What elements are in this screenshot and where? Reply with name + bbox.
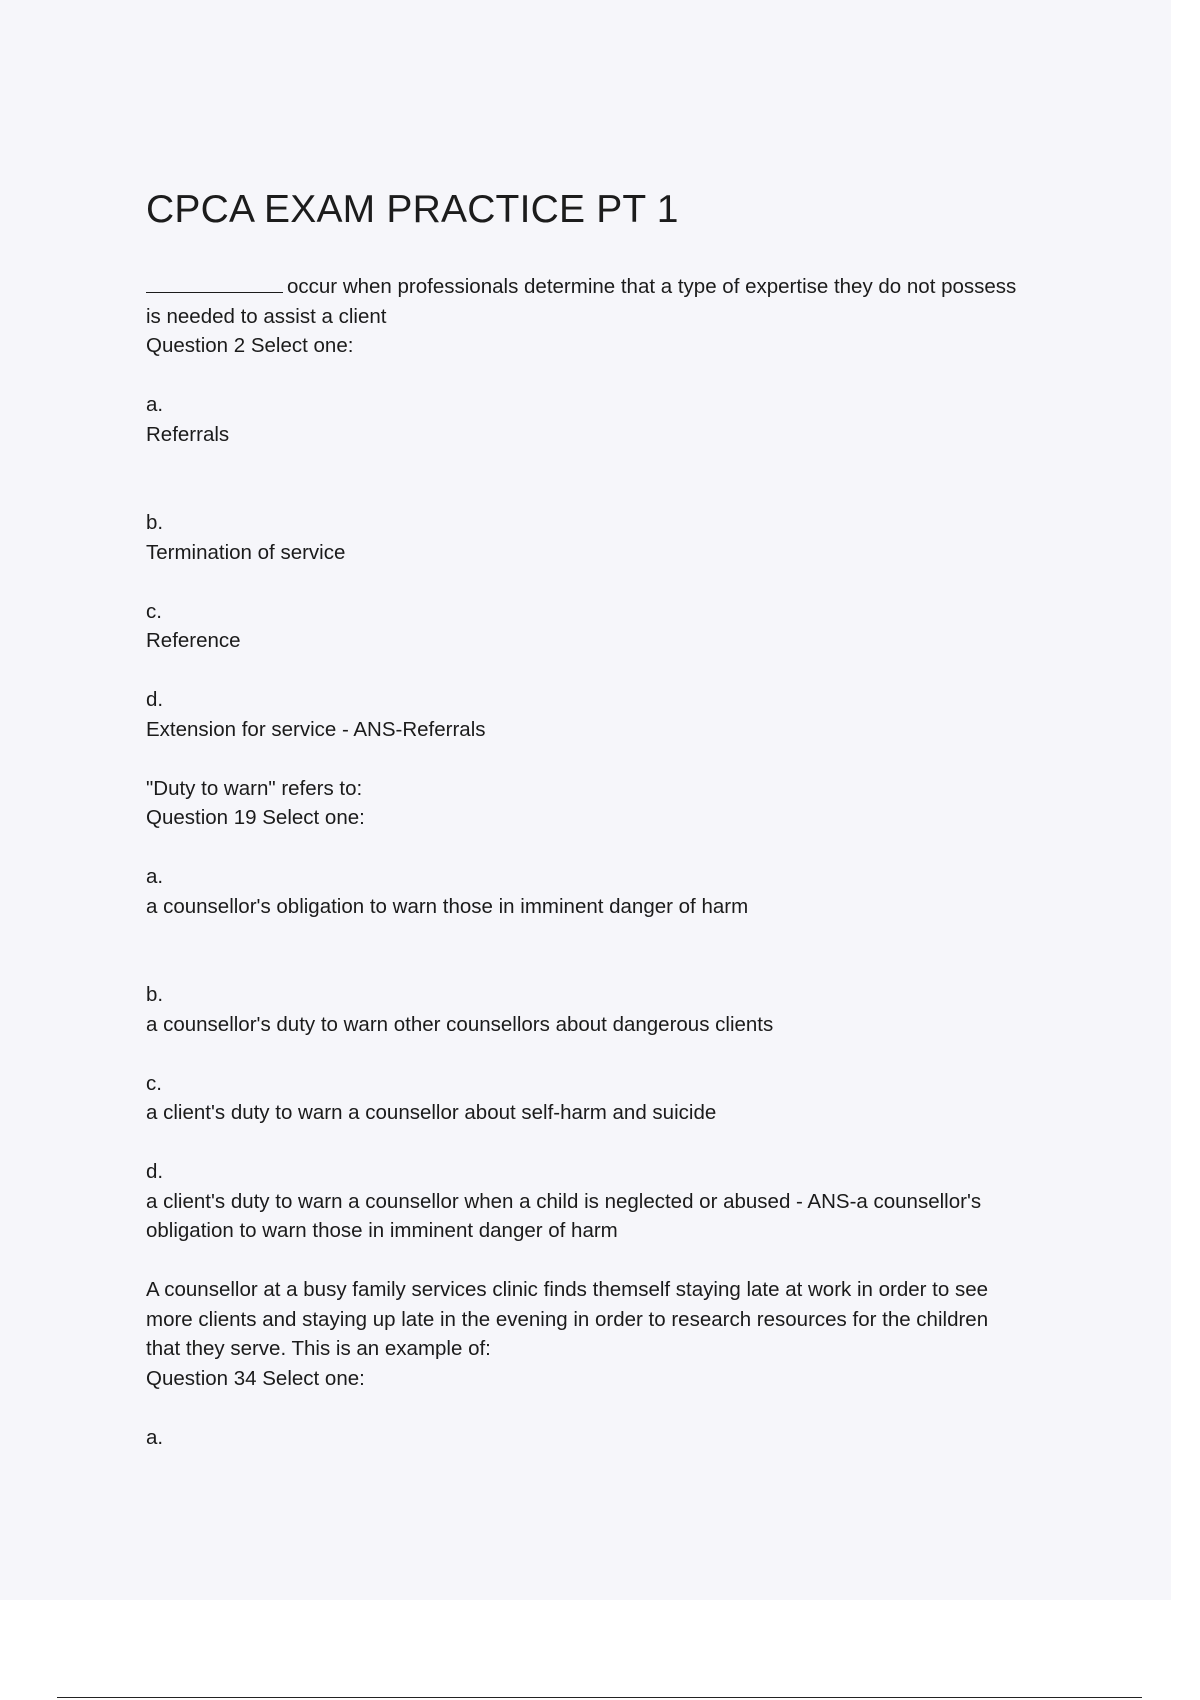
question-stem-text: occur when professionals determine that a type of expertise they do not possess (287, 275, 1017, 298)
option-text-continued: obligation to warn those in imminent danger of harm (146, 1219, 618, 1242)
option-letter: b. (146, 983, 164, 1006)
option-text: a client's duty to warn a counsellor when a child is neglected or abused - ANS-a counsellor's (146, 1189, 982, 1213)
option-text: a counsellor's duty to warn other counsellors about dangerous clients (146, 1012, 774, 1036)
question-stem: "Duty to warn" refers to: (146, 776, 363, 800)
option-letter: c. (146, 599, 162, 623)
fill-in-blank (146, 274, 283, 293)
question-block (146, 1275, 1086, 1452)
option-text: Reference (146, 629, 241, 652)
option-text: Termination of service (146, 540, 346, 564)
option-letter: a. (146, 865, 164, 888)
question-prompt: Question 34 Select one: (146, 1366, 365, 1390)
option-letter: b. (146, 511, 164, 534)
question-prompt: Question 19 Select one: (146, 806, 365, 829)
option-letter: d. (146, 1160, 164, 1183)
option-text: Referrals (146, 422, 230, 446)
question-stem: A counsellor at a busy family services clinic finds themself staying late at work in order to see (146, 1278, 989, 1301)
question-block (146, 774, 1086, 1276)
footer-divider (57, 1697, 1142, 1698)
question-stem (146, 272, 1086, 302)
option-letter: a. (146, 1425, 164, 1449)
question-stem-continued: more clients and staying up late in the evening in order to research resources for the children (146, 1307, 989, 1331)
option-text: a counsellor's obligation to warn those in imminent danger of harm (146, 894, 749, 918)
option-text: Extension for service - ANS-Referrals (146, 717, 486, 741)
document-content (146, 186, 1086, 1452)
question-block (146, 272, 1086, 774)
question-stem-continued: that they serve. This is an example of: (146, 1337, 491, 1360)
page-title: CPCA EXAM PRACTICE PT 1 (146, 188, 679, 231)
question-stem-continued: is needed to assist a client (146, 304, 387, 328)
question-prompt: Question 2 Select one: (146, 334, 354, 357)
option-letter: d. (146, 688, 164, 711)
option-text: a client's duty to warn a counsellor about self-harm and suicide (146, 1101, 717, 1124)
option-letter: c. (146, 1071, 162, 1095)
option-letter: a. (146, 393, 164, 416)
